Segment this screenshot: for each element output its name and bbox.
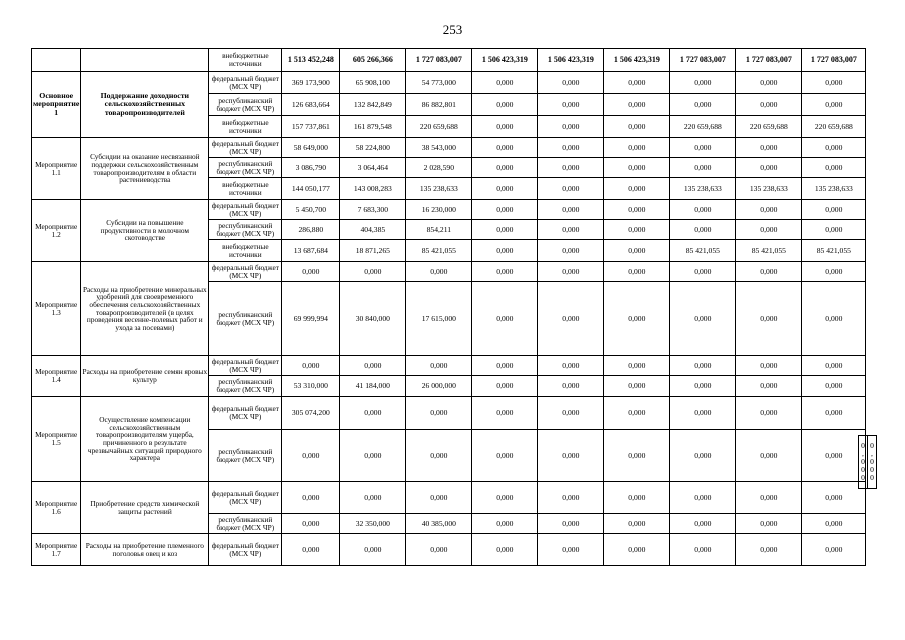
amount-cell: 0,000 — [604, 138, 670, 158]
amount-cell: 0,000 — [670, 397, 736, 430]
event-code: Мероприятие 1.4 — [32, 356, 81, 397]
amount-cell: 220 659,688 — [802, 116, 866, 138]
header-value: 1 727 083,007 — [406, 49, 472, 72]
amount-cell: 69 999,994 — [282, 282, 340, 356]
amount-cell: 17 615,000 — [406, 282, 472, 356]
amount-cell: 0,000 — [538, 514, 604, 534]
amount-cell: 0,000 — [736, 397, 802, 430]
amount-cell: 0,000 — [406, 356, 472, 376]
amount-cell: 32 350,000 — [340, 514, 406, 534]
header-blank-name — [81, 49, 209, 72]
side-char: 0 — [861, 441, 865, 451]
amount-cell: 220 659,688 — [406, 116, 472, 138]
header-value: 605 266,366 — [340, 49, 406, 72]
funding-source: внебюджетные источники — [209, 178, 282, 200]
header-row — [32, 49, 866, 72]
amount-cell: 13 687,684 — [282, 240, 340, 262]
amount-cell: 41 184,000 — [340, 376, 406, 397]
amount-cell: 0,000 — [802, 200, 866, 220]
amount-cell: 286,880 — [282, 220, 340, 240]
funding-source: федеральный бюджет (МСХ ЧР) — [209, 356, 282, 376]
amount-cell: 0,000 — [538, 534, 604, 566]
table-row — [32, 200, 866, 220]
funding-source: республиканский бюджет (МСХ ЧР) — [209, 158, 282, 178]
amount-cell: 0,000 — [670, 72, 736, 94]
side-char: 0 — [861, 457, 865, 467]
amount-cell: 0,000 — [604, 376, 670, 397]
amount-cell: 144 050,177 — [282, 178, 340, 200]
amount-cell: 0,000 — [736, 220, 802, 240]
table-row — [32, 262, 866, 282]
amount-cell: 86 882,801 — [406, 94, 472, 116]
amount-cell: 0,000 — [538, 178, 604, 200]
amount-cell: 0,000 — [472, 94, 538, 116]
amount-cell: 18 871,265 — [340, 240, 406, 262]
event-code: Мероприятие 1.5 — [32, 397, 81, 482]
amount-cell: 135 238,633 — [406, 178, 472, 200]
event-name: Приобретение средств химической защиты растений — [81, 482, 209, 534]
amount-cell: 0,000 — [538, 158, 604, 178]
amount-cell: 0,000 — [282, 514, 340, 534]
amount-cell: 220 659,688 — [670, 116, 736, 138]
amount-cell: 0,000 — [670, 262, 736, 282]
event-code: Мероприятие 1.2 — [32, 200, 81, 262]
amount-cell: 58 224,800 — [340, 138, 406, 158]
amount-cell: 369 173,900 — [282, 72, 340, 94]
amount-cell: 3 064,464 — [340, 158, 406, 178]
amount-cell: 0,000 — [670, 482, 736, 514]
amount-cell: 0,000 — [472, 158, 538, 178]
amount-cell: 0,000 — [802, 534, 866, 566]
amount-cell: 0,000 — [604, 514, 670, 534]
amount-cell: 0,000 — [736, 514, 802, 534]
amount-cell: 0,000 — [538, 397, 604, 430]
amount-cell: 0,000 — [736, 200, 802, 220]
side-char: 0 — [870, 441, 874, 451]
funding-source: федеральный бюджет (МСХ ЧР) — [209, 397, 282, 430]
amount-cell: 0,000 — [538, 220, 604, 240]
amount-cell: 0,000 — [604, 94, 670, 116]
amount-cell: 0,000 — [604, 397, 670, 430]
event-code: Мероприятие 1.7 — [32, 534, 81, 566]
amount-cell: 85 421,055 — [406, 240, 472, 262]
amount-cell: 0,000 — [604, 178, 670, 200]
amount-cell: 0,000 — [472, 240, 538, 262]
amount-cell: 0,000 — [736, 430, 802, 482]
amount-cell: 0,000 — [736, 158, 802, 178]
funding-source: республиканский бюджет (МСХ ЧР) — [209, 430, 282, 482]
funding-source: федеральный бюджет (МСХ ЧР) — [209, 534, 282, 566]
amount-cell: 0,000 — [670, 220, 736, 240]
amount-cell: 85 421,055 — [802, 240, 866, 262]
event-name: Расходы на приобретение племенного поголовья овец и коз — [81, 534, 209, 566]
funding-source: федеральный бюджет (МСХ ЧР) — [209, 72, 282, 94]
amount-cell: 135 238,633 — [736, 178, 802, 200]
event-code: Мероприятие 1.6 — [32, 482, 81, 534]
amount-cell: 0,000 — [406, 430, 472, 482]
event-name: Субсидии на повышение продуктивности в молочном скотоводстве — [81, 200, 209, 262]
amount-cell: 854,211 — [406, 220, 472, 240]
header-blank-event — [32, 49, 81, 72]
header-value: 1 513 452,248 — [282, 49, 340, 72]
amount-cell: 85 421,055 — [670, 240, 736, 262]
amount-cell: 132 842,849 — [340, 94, 406, 116]
side-char: , — [871, 449, 873, 459]
amount-cell: 0,000 — [802, 482, 866, 514]
event-name: Осуществление компенсации сельскохозяйственным товаропроизводителям ущерба, причиненного в результате чрезвычайных ситуаций природного характера — [81, 397, 209, 482]
amount-cell: 0,000 — [406, 397, 472, 430]
amount-cell: 0,000 — [736, 94, 802, 116]
side-cell-text — [868, 442, 876, 482]
amount-cell: 0,000 — [472, 200, 538, 220]
amount-cell: 2 028,590 — [406, 158, 472, 178]
amount-cell: 143 008,283 — [340, 178, 406, 200]
amount-cell: 0,000 — [538, 72, 604, 94]
amount-cell: 0,000 — [736, 72, 802, 94]
amount-cell: 26 000,000 — [406, 376, 472, 397]
amount-cell: 0,000 — [604, 534, 670, 566]
amount-cell: 0,000 — [604, 430, 670, 482]
header-value: 1 506 423,319 — [472, 49, 538, 72]
amount-cell: 0,000 — [670, 94, 736, 116]
amount-cell: 0,000 — [340, 397, 406, 430]
amount-cell: 0,000 — [736, 356, 802, 376]
side-char: 0 — [870, 472, 874, 482]
amount-cell: 0,000 — [604, 282, 670, 356]
amount-cell: 0,000 — [472, 514, 538, 534]
funding-source: федеральный бюджет (МСХ ЧР) — [209, 262, 282, 282]
amount-cell: 0,000 — [340, 430, 406, 482]
amount-cell: 38 543,000 — [406, 138, 472, 158]
table-row — [32, 72, 866, 94]
amount-cell: 0,000 — [604, 72, 670, 94]
header-source: внебюджетные источники — [209, 49, 282, 72]
amount-cell: 0,000 — [670, 356, 736, 376]
amount-cell: 0,000 — [670, 514, 736, 534]
amount-cell: 0,000 — [802, 220, 866, 240]
amount-cell: 0,000 — [604, 220, 670, 240]
table-row — [32, 534, 866, 566]
header-value: 1 727 083,007 — [802, 49, 866, 72]
header-value: 1 506 423,319 — [538, 49, 604, 72]
amount-cell: 135 238,633 — [670, 178, 736, 200]
amount-cell: 0,000 — [670, 138, 736, 158]
funding-source: федеральный бюджет (МСХ ЧР) — [209, 138, 282, 158]
amount-cell: 0,000 — [340, 356, 406, 376]
amount-cell: 0,000 — [538, 94, 604, 116]
side-char: 0 — [870, 464, 874, 474]
amount-cell: 0,000 — [472, 376, 538, 397]
amount-cell: 65 908,100 — [340, 72, 406, 94]
funding-source: республиканский бюджет (МСХ ЧР) — [209, 376, 282, 397]
amount-cell: 0,000 — [340, 534, 406, 566]
amount-cell: 0,000 — [802, 262, 866, 282]
amount-cell: 0,000 — [472, 282, 538, 356]
amount-cell: 0,000 — [670, 158, 736, 178]
header-value: 1 506 423,319 — [604, 49, 670, 72]
amount-cell: 0,000 — [538, 200, 604, 220]
amount-cell: 126 683,664 — [282, 94, 340, 116]
amount-cell: 0,000 — [802, 397, 866, 430]
amount-cell: 0,000 — [472, 430, 538, 482]
amount-cell: 0,000 — [282, 482, 340, 514]
amount-cell: 0,000 — [538, 240, 604, 262]
amount-cell: 0,000 — [670, 200, 736, 220]
side-char: 0 — [861, 472, 865, 482]
amount-cell: 85 421,055 — [736, 240, 802, 262]
amount-cell: 7 683,300 — [340, 200, 406, 220]
amount-cell: 0,000 — [282, 262, 340, 282]
amount-cell: 161 879,548 — [340, 116, 406, 138]
side-cell-text — [859, 442, 867, 482]
amount-cell: 0,000 — [406, 534, 472, 566]
amount-cell: 220 659,688 — [736, 116, 802, 138]
amount-cell: 0,000 — [802, 158, 866, 178]
event-name: Поддержание доходности сельскохозяйственных товаропроизводителей — [81, 72, 209, 138]
amount-cell: 0,000 — [670, 430, 736, 482]
amount-cell: 0,000 — [736, 282, 802, 356]
amount-cell: 0,000 — [670, 534, 736, 566]
amount-cell: 0,000 — [670, 282, 736, 356]
side-char: , — [862, 449, 864, 459]
amount-cell: 0,000 — [538, 482, 604, 514]
amount-cell: 16 230,000 — [406, 200, 472, 220]
amount-cell: 54 773,000 — [406, 72, 472, 94]
amount-cell: 0,000 — [472, 482, 538, 514]
amount-cell: 0,000 — [802, 430, 866, 482]
amount-cell: 0,000 — [802, 376, 866, 397]
amount-cell: 0,000 — [538, 262, 604, 282]
header-value: 1 727 083,007 — [670, 49, 736, 72]
funding-source: внебюджетные источники — [209, 240, 282, 262]
funding-source: республиканский бюджет (МСХ ЧР) — [209, 94, 282, 116]
amount-cell: 0,000 — [472, 178, 538, 200]
amount-cell: 0,000 — [472, 220, 538, 240]
overflow-cells — [858, 435, 877, 489]
amount-cell: 0,000 — [406, 262, 472, 282]
event-code: Мероприятие 1.1 — [32, 138, 81, 200]
amount-cell: 0,000 — [736, 482, 802, 514]
amount-cell: 0,000 — [604, 356, 670, 376]
amount-cell: 0,000 — [538, 430, 604, 482]
amount-cell: 0,000 — [802, 356, 866, 376]
side-char: 0 — [861, 464, 865, 474]
amount-cell: 0,000 — [472, 262, 538, 282]
funding-source: республиканский бюджет (МСХ ЧР) — [209, 282, 282, 356]
amount-cell: 0,000 — [604, 200, 670, 220]
amount-cell: 0,000 — [802, 94, 866, 116]
amount-cell: 0,000 — [282, 430, 340, 482]
amount-cell: 0,000 — [340, 262, 406, 282]
amount-cell: 0,000 — [472, 116, 538, 138]
funding-source: федеральный бюджет (МСХ ЧР) — [209, 200, 282, 220]
amount-cell: 0,000 — [538, 282, 604, 356]
amount-cell: 0,000 — [802, 138, 866, 158]
amount-cell: 0,000 — [538, 116, 604, 138]
amount-cell: 0,000 — [538, 138, 604, 158]
event-code: Мероприятие 1.3 — [32, 262, 81, 356]
table-row — [32, 397, 866, 430]
header-value: 1 727 083,007 — [736, 49, 802, 72]
funding-source: республиканский бюджет (МСХ ЧР) — [209, 514, 282, 534]
amount-cell: 0,000 — [604, 240, 670, 262]
amount-cell: 0,000 — [802, 282, 866, 356]
amount-cell: 0,000 — [282, 356, 340, 376]
amount-cell: 0,000 — [604, 158, 670, 178]
table-row — [32, 356, 866, 376]
financing-table — [31, 48, 866, 566]
amount-cell: 0,000 — [604, 116, 670, 138]
funding-source: республиканский бюджет (МСХ ЧР) — [209, 220, 282, 240]
event-name: Расходы на приобретение минеральных удобрений для своевременного обеспечения сельскохозяйственных товаропроизводителей (в целях проведения весенне-полевых работ и ухода за посевами) — [81, 262, 209, 356]
side-cell — [868, 436, 877, 489]
amount-cell: 0,000 — [736, 376, 802, 397]
amount-cell: 0,000 — [802, 514, 866, 534]
amount-cell: 0,000 — [472, 356, 538, 376]
table-row — [32, 482, 866, 514]
amount-cell: 0,000 — [538, 356, 604, 376]
amount-cell: 0,000 — [472, 397, 538, 430]
amount-cell: 0,000 — [802, 72, 866, 94]
amount-cell: 305 074,200 — [282, 397, 340, 430]
side-char: 0 — [870, 457, 874, 467]
amount-cell: 0,000 — [472, 72, 538, 94]
amount-cell: 53 310,000 — [282, 376, 340, 397]
amount-cell: 40 385,000 — [406, 514, 472, 534]
amount-cell: 3 086,790 — [282, 158, 340, 178]
amount-cell: 0,000 — [282, 534, 340, 566]
amount-cell: 0,000 — [472, 138, 538, 158]
amount-cell: 0,000 — [604, 262, 670, 282]
amount-cell: 135 238,633 — [802, 178, 866, 200]
amount-cell: 0,000 — [670, 376, 736, 397]
amount-cell: 157 737,861 — [282, 116, 340, 138]
funding-source: федеральный бюджет (МСХ ЧР) — [209, 482, 282, 514]
amount-cell: 0,000 — [472, 534, 538, 566]
event-name: Субсидии на оказание несвязанной поддержки сельскохозяйственным товаропроизводителям в области растениеводства — [81, 138, 209, 200]
amount-cell: 58 649,000 — [282, 138, 340, 158]
amount-cell: 0,000 — [406, 482, 472, 514]
amount-cell: 404,385 — [340, 220, 406, 240]
amount-cell: 5 450,700 — [282, 200, 340, 220]
amount-cell: 0,000 — [736, 534, 802, 566]
event-code: Основное мероприятие 1 — [32, 72, 81, 138]
side-cell — [859, 436, 868, 489]
page-number: 253 — [442, 22, 463, 37]
amount-cell: 0,000 — [538, 376, 604, 397]
amount-cell: 30 840,000 — [340, 282, 406, 356]
amount-cell: 0,000 — [604, 482, 670, 514]
amount-cell: 0,000 — [340, 482, 406, 514]
table-row — [32, 138, 866, 158]
event-name: Расходы на приобретение семян яровых культур — [81, 356, 209, 397]
amount-cell: 0,000 — [736, 262, 802, 282]
amount-cell: 0,000 — [736, 138, 802, 158]
funding-source: внебюджетные источники — [209, 116, 282, 138]
